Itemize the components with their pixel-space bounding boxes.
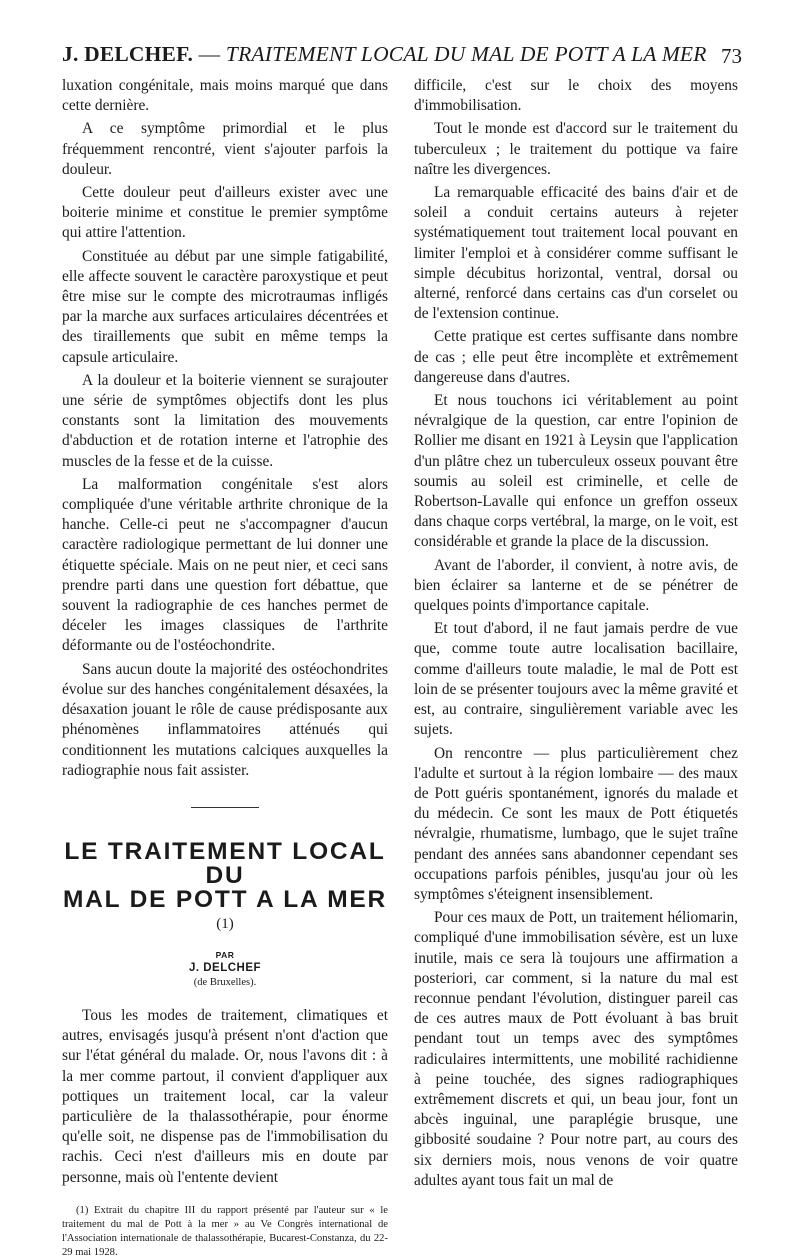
paragraph: A ce symptôme primordial et le plus fréquemment rencontré, vient s'ajouter parfois la douleur. [62,120,388,178]
page-number: 73 [721,44,742,68]
paragraph: Tout le monde est d'accord sur le traitement du tuberculeux ; le traitement du pottique va faire naître les divergences. [414,120,738,178]
section-divider [191,807,259,808]
paragraph: La remarquable efficacité des bains d'air et de soleil a conduit certains auteurs à rejeter systématiquement tout traitement local pouvant en limiter l'emploi et à considérer comme suffisant le simple décubitus horizontal, ventral, dorsal ou alterné, renforcé dans certains cas d'un corselet ou de l'extension continue. [414,184,738,323]
byline-par: PAR [215,949,235,960]
paragraph: Pour ces maux de Pott, un traitement héliomarin, compliqué d'une immobilisation sévère, est un luxe inutile, mais ce sera là toujours une affirmation a posteriori, car comment, si la nature du mal est reconnue pendant l'évolution, distinguer pareil cas de ces autres maux de Pott évoluant à bas bruit pendant tout un temps avec des symptômes radiculaires intermittents, une mobilité rachidienne à peine touchée, des signes radiographiques extrêmement discrets et qui, un beau jour, font un abcès inguinal, une paraplégie brusque, une gibbosité soudaine ? Pour notre part, au cours des six derniers mois, nous venons de voir quatre adultes ayant tous fait un mal de [414,909,738,1189]
article-title-line-2-text: MAL DE POTT A LA MER [62,885,388,913]
paragraph: Tous les modes de traitement, climatiques et autres, envisagés jusqu'à présent n'ont d'action que sur l'état général du malade. Or, nous l'avons dit : à la mer comme partout, il convient d'appliquer aux pottiques un traitement local, car la valeur particulière de la thalassothérapie, pour énorme qu'elle soit, ne dispense pas de l'immobilisation du rachis. Ceci n'est d'ailleurs mis en doute par personne, mais où l'entente devient [62,1006,388,1186]
paragraph: A la douleur et la boiterie viennent se surajouter une série de symptômes objectifs dont les plus constants sont la limitation des mouvements d'abduction et de rotation interne et l'atrophie des muscles de la fesse et de la cuisse. [62,371,388,470]
article-title-line-2 [62,885,388,937]
article-title [62,837,388,937]
paragraph: Et nous touchons ici véritablement au point névralgique de la question, car entre l'opinion de Rollier me disant en 1921 à Leysin que l'application d'un plâtre chez un tuberculeux osseux pouvant être soumis au soleil est criminelle, et celle de Robertson-Lavalle qui enfonce un greffon osseux dans chaque corps vertébral, la marge, on le voit, est considérable et grande la place de la discussion. [414,392,738,551]
footnote-text: (1) Extrait du chapitre III du rapport présenté par l'auteur sur « le traitement du mal de Pott à la mer » au Ve Congrès international de l'Association internationale de thalassothérapie, Bucarest-Constanza, du 22-29 mai 1928. [62,1204,388,1258]
paragraph: Cette pratique est certes suffisante dans nombre de cas ; elle peut être incomplète et extrêmement dangereuse dans d'autres. [414,328,738,386]
paragraph: On rencontre — plus particulièrement chez l'adulte et surtout à la région lombaire — des maux de Pott guéris spontanément, ignorés du malade et du médecin. Ce sont les maux de Pott étiquetés névralgie, rhumatisme, lumbago, que le sujet traîne pendant des années sans abandonner cependant ses occupations parfois pénibles, jusqu'au jour où les symptômes s'éteignent insensiblement. [414,744,738,903]
byline-affiliation: (de Bruxelles). [193,976,257,988]
left-column [62,76,388,1260]
paragraph: luxation congénitale, mais moins marqué que dans cette dernière. [62,77,388,115]
paragraph: difficile, c'est sur le choix des moyens d'immobilisation. [414,77,738,115]
byline-author: J. DELCHEF [188,961,262,974]
header-running-title: TRAITEMENT LOCAL DU MAL DE POTT A LA MER [225,42,707,66]
paragraph: La malformation congénitale s'est alors compliquée d'une véritable arthrite chronique de la hanche. Celle-ci peut ne s'accompagner d'aucun caractère radiologique permettant de lui donner une étiquette spéciale. Mais on ne peut nier, et ceci sans prendre parti dans une question fort débattue, que souvent la radiographie de ces hanches permet de déceler les images classiques de l'arthrite déformante ou de l'ostéochondrite. [62,475,388,655]
footnote-marker: (1) [216,915,234,932]
paragraph: Cette douleur peut d'ailleurs exister avec une boiterie minime et constitue le premier symptôme qui attire l'attention. [62,184,388,242]
running-title [62,42,707,67]
right-column [414,76,738,1191]
running-header [62,42,742,72]
paragraph: Avant de l'aborder, il convient, à notre avis, de bien éclairer sa lanterne et de se pénétrer de quelques points d'importance capitale. [414,556,738,615]
article-title-line-1: LE TRAITEMENT LOCAL DU [64,837,386,889]
header-dash: — [193,42,226,66]
paragraph: Constituée au début par une simple fatigabilité, elle affecte souvent le caractère paroxystique et peut être mise sur le compte des microtraumas infligés par la marche aux surfaces articulaires décentrées et des tiraillements que subit en même temps la capsule articulaire. [62,247,388,366]
paragraph: Et tout d'abord, il ne faut jamais perdre de vue que, comme toute autre localisation bacillaire, comme d'ailleurs toute maladie, le mal de Pott est loin de se présenter toujours avec la même gravité et est, au contraire, singulièrement variable avec les sujets. [414,620,738,739]
paragraph: Sans aucun doute la majorité des ostéochondrites évolue sur des hanches congénitalement désaxées, la désaxation jouant le rôle de cause prédisposante aux phénomènes inflammatoires atténués qui conditionnent les mutations calciques auxquelles la radiographie nous fait assister. [62,660,388,779]
header-author: J. DELCHEF. [62,42,194,66]
footnote [62,1204,388,1260]
